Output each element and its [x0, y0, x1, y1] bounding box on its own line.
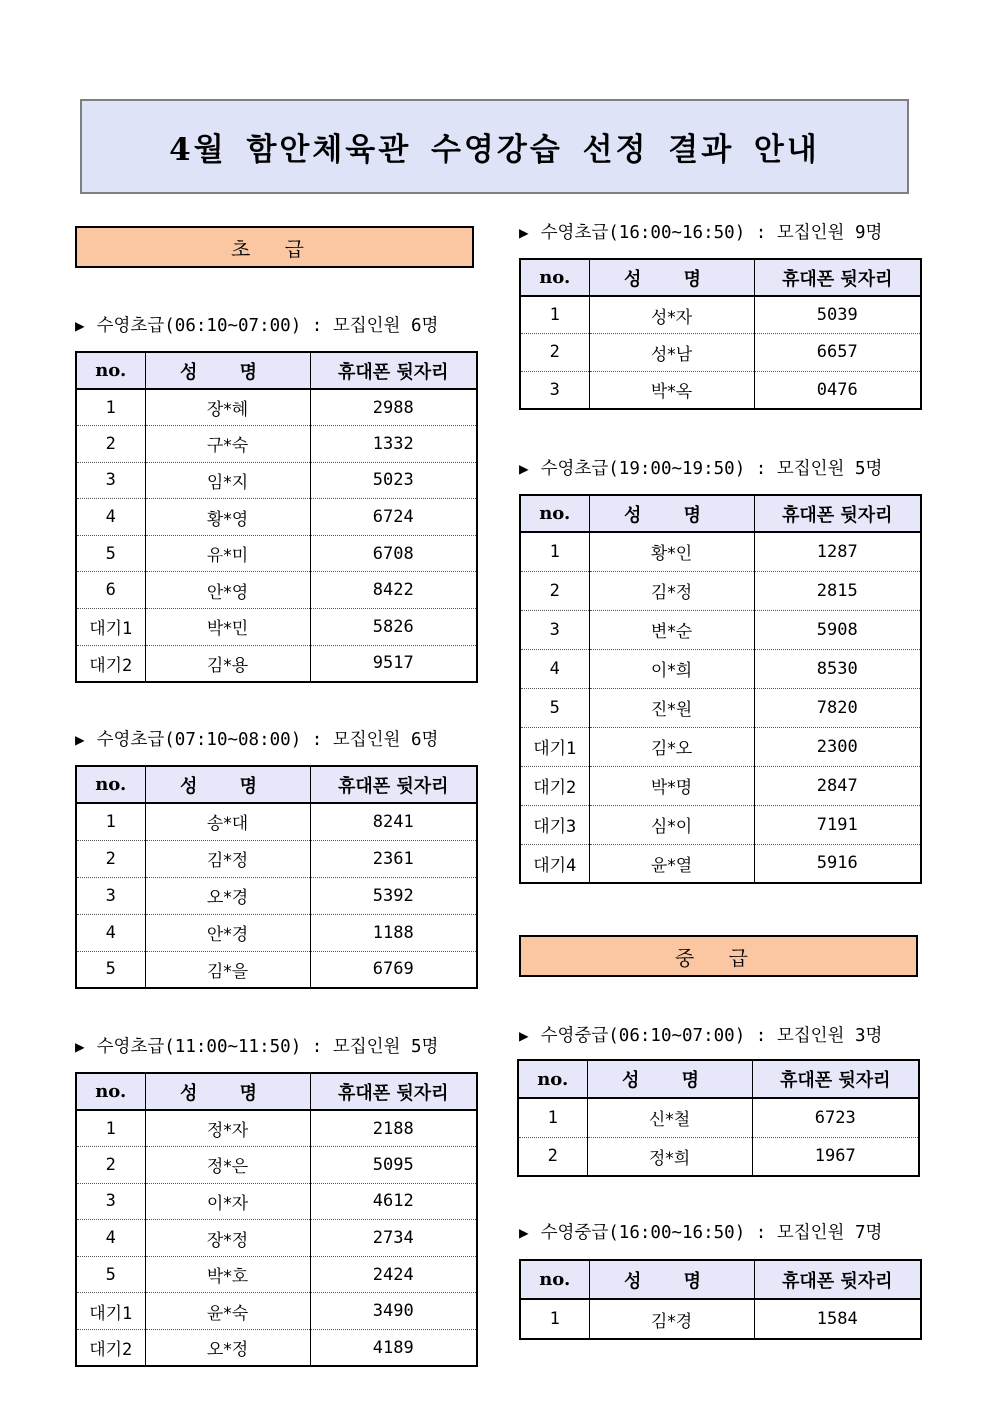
cell-no: 2: [76, 840, 145, 877]
table-row: [76, 645, 477, 682]
cell-no: 1: [520, 296, 589, 334]
cell-name: 김*을: [145, 951, 310, 988]
cell-phone: 6769: [310, 951, 477, 988]
cell-name: 안*영: [145, 572, 310, 609]
cell-phone: 4189: [310, 1330, 477, 1367]
cell-no: 2: [520, 571, 589, 610]
col-header-phone: 휴대폰 뒷자리: [310, 1073, 477, 1110]
cell-name: 안*경: [145, 914, 310, 951]
table-row: [520, 805, 921, 844]
col-header-no: no.: [518, 1060, 587, 1098]
cell-no: 대기4: [520, 844, 589, 883]
cell-no: 대기3: [520, 805, 589, 844]
table-row: [518, 1098, 919, 1137]
col-header-phone: 휴대폰 뒷자리: [752, 1060, 919, 1098]
cell-phone: 2734: [310, 1220, 477, 1257]
level-beginner-banner: [75, 226, 474, 268]
cell-phone: 2847: [754, 766, 921, 805]
arrow-right-icon: ▶: [519, 1026, 529, 1045]
cell-no: 1: [76, 803, 145, 840]
table-row: [76, 877, 477, 914]
cell-phone: 6723: [752, 1098, 919, 1137]
table-row: [520, 1299, 921, 1339]
cell-name: 정*자: [145, 1110, 310, 1147]
table-row: [76, 1110, 477, 1147]
cell-phone: 1967: [752, 1137, 919, 1176]
cell-phone: 9517: [310, 645, 477, 682]
cell-name: 임*지: [145, 462, 310, 499]
cell-name: 윤*숙: [145, 1293, 310, 1330]
table-header-row: [76, 1073, 477, 1110]
cell-no: 1: [520, 1299, 589, 1339]
section-heading-text: 수영초급(11:00~11:50) : 모집인원 5명: [96, 1037, 439, 1057]
col-header-name: 성 명: [145, 766, 310, 803]
cell-no: 3: [520, 610, 589, 649]
cell-no: 4: [520, 649, 589, 688]
section-heading-text: 수영초급(07:10~08:00) : 모집인원 6명: [96, 730, 439, 750]
roster-table: [519, 1259, 922, 1340]
cell-name: 심*이: [589, 805, 754, 844]
table-row: [76, 426, 477, 463]
cell-no: 5: [76, 951, 145, 988]
cell-no: 대기1: [520, 727, 589, 766]
table-row: [76, 951, 477, 988]
table-row: [518, 1137, 919, 1176]
cell-name: 송*대: [145, 803, 310, 840]
cell-name: 장*정: [145, 1220, 310, 1257]
col-header-name: 성 명: [145, 1073, 310, 1110]
cell-phone: 2988: [310, 389, 477, 426]
table-row: [520, 371, 921, 409]
table-header-row: [76, 766, 477, 803]
table-row: [76, 535, 477, 572]
arrow-right-icon: ▶: [75, 316, 85, 335]
cell-no: 대기2: [76, 645, 145, 682]
level-beginner-label: 초 급: [231, 236, 318, 261]
roster-table: [75, 765, 478, 989]
page-title-box: [80, 99, 909, 194]
cell-no: 3: [76, 877, 145, 914]
table-row: [520, 766, 921, 805]
cell-no: 2: [518, 1137, 587, 1176]
cell-phone: 5916: [754, 844, 921, 883]
col-header-phone: 휴대폰 뒷자리: [310, 352, 477, 389]
col-header-name: 성 명: [589, 1260, 754, 1299]
section-heading-text: 수영중급(16:00~16:50) : 모집인원 7명: [540, 1223, 883, 1243]
roster-table: [75, 1072, 478, 1367]
col-header-name: 성 명: [145, 352, 310, 389]
cell-phone: 5023: [310, 462, 477, 499]
cell-no: 6: [76, 572, 145, 609]
cell-phone: 5039: [754, 296, 921, 334]
col-header-name: 성 명: [589, 259, 754, 296]
table-row: [76, 914, 477, 951]
cell-name: 성*남: [589, 334, 754, 372]
cell-name: 구*숙: [145, 426, 310, 463]
cell-phone: 1584: [754, 1299, 921, 1339]
roster-table: [517, 1059, 920, 1177]
cell-no: 2: [76, 1147, 145, 1184]
cell-name: 신*철: [587, 1098, 752, 1137]
cell-no: 대기1: [76, 1293, 145, 1330]
col-header-no: no.: [76, 352, 145, 389]
cell-name: 진*원: [589, 688, 754, 727]
table-row: [76, 462, 477, 499]
col-header-no: no.: [76, 1073, 145, 1110]
col-header-phone: 휴대폰 뒷자리: [310, 766, 477, 803]
table-row: [520, 727, 921, 766]
cell-name: 박*민: [145, 609, 310, 646]
cell-phone: 2361: [310, 840, 477, 877]
cell-name: 황*인: [589, 532, 754, 571]
cell-phone: 8241: [310, 803, 477, 840]
table-row: [76, 840, 477, 877]
cell-name: 박*옥: [589, 371, 754, 409]
section-heading-text: 수영초급(06:10~07:00) : 모집인원 6명: [96, 316, 439, 336]
cell-phone: 1332: [310, 426, 477, 463]
roster-table: [519, 258, 922, 410]
table-header-row: [518, 1060, 919, 1098]
cell-name: 성*자: [589, 296, 754, 334]
cell-no: 2: [76, 426, 145, 463]
table-row: [76, 1220, 477, 1257]
cell-phone: 1188: [310, 914, 477, 951]
col-header-no: no.: [520, 259, 589, 296]
cell-no: 1: [76, 1110, 145, 1147]
col-header-no: no.: [520, 1260, 589, 1299]
table-header-row: [520, 259, 921, 296]
cell-phone: 5826: [310, 609, 477, 646]
table-row: [76, 803, 477, 840]
cell-no: 2: [520, 334, 589, 372]
cell-phone: 2300: [754, 727, 921, 766]
table-row: [520, 688, 921, 727]
section-heading-text: 수영중급(06:10~07:00) : 모집인원 3명: [540, 1026, 883, 1046]
table-header-row: [76, 352, 477, 389]
cell-no: 3: [520, 371, 589, 409]
cell-name: 장*혜: [145, 389, 310, 426]
cell-phone: 5095: [310, 1147, 477, 1184]
cell-phone: 7191: [754, 805, 921, 844]
col-header-phone: 휴대폰 뒷자리: [754, 259, 921, 296]
section-heading: [519, 455, 882, 480]
cell-no: 5: [76, 1256, 145, 1293]
cell-name: 황*영: [145, 499, 310, 536]
arrow-right-icon: ▶: [519, 1223, 529, 1242]
arrow-right-icon: ▶: [75, 1037, 85, 1056]
cell-name: 이*희: [589, 649, 754, 688]
cell-phone: 2188: [310, 1110, 477, 1147]
section-heading: [75, 312, 438, 337]
table-row: [76, 499, 477, 536]
col-header-name: 성 명: [587, 1060, 752, 1098]
cell-name: 김*용: [145, 645, 310, 682]
cell-no: 1: [76, 389, 145, 426]
cell-phone: 7820: [754, 688, 921, 727]
cell-no: 4: [76, 499, 145, 536]
table-row: [520, 571, 921, 610]
section-heading-text: 수영초급(16:00~16:50) : 모집인원 9명: [540, 223, 883, 243]
cell-phone: 5908: [754, 610, 921, 649]
page-title: 4월 함안체육관 수영강습 선정 결과 안내: [169, 132, 820, 168]
cell-no: 3: [76, 462, 145, 499]
level-intermediate-banner: [519, 935, 918, 977]
table-header-row: [520, 1260, 921, 1299]
level-intermediate-label: 중 급: [675, 945, 762, 970]
cell-no: 5: [520, 688, 589, 727]
cell-phone: 2815: [754, 571, 921, 610]
cell-phone: 2424: [310, 1256, 477, 1293]
section-heading: [75, 726, 438, 751]
cell-name: 박*명: [589, 766, 754, 805]
table-row: [520, 296, 921, 334]
table-row: [76, 389, 477, 426]
table-header-row: [520, 495, 921, 532]
cell-name: 김*정: [145, 840, 310, 877]
cell-name: 윤*열: [589, 844, 754, 883]
cell-no: 4: [76, 1220, 145, 1257]
table-row: [76, 1330, 477, 1367]
cell-name: 김*오: [589, 727, 754, 766]
cell-no: 5: [76, 535, 145, 572]
cell-name: 오*정: [145, 1330, 310, 1367]
cell-phone: 1287: [754, 532, 921, 571]
cell-name: 이*자: [145, 1183, 310, 1220]
cell-phone: 8530: [754, 649, 921, 688]
col-header-phone: 휴대폰 뒷자리: [754, 1260, 921, 1299]
table-row: [76, 1293, 477, 1330]
table-row: [76, 1256, 477, 1293]
cell-no: 1: [518, 1098, 587, 1137]
table-row: [520, 334, 921, 372]
col-header-phone: 휴대폰 뒷자리: [754, 495, 921, 532]
cell-no: 3: [76, 1183, 145, 1220]
cell-no: 대기2: [520, 766, 589, 805]
section-heading: [519, 1219, 882, 1244]
cell-name: 유*미: [145, 535, 310, 572]
roster-table: [75, 351, 478, 683]
section-heading: [519, 219, 882, 244]
cell-phone: 8422: [310, 572, 477, 609]
table-row: [76, 609, 477, 646]
table-row: [76, 1147, 477, 1184]
cell-no: 대기1: [76, 609, 145, 646]
cell-phone: 5392: [310, 877, 477, 914]
table-row: [520, 610, 921, 649]
cell-name: 김*경: [589, 1299, 754, 1339]
table-row: [520, 649, 921, 688]
col-header-name: 성 명: [589, 495, 754, 532]
arrow-right-icon: ▶: [519, 459, 529, 478]
cell-no: 4: [76, 914, 145, 951]
cell-name: 변*순: [589, 610, 754, 649]
col-header-no: no.: [520, 495, 589, 532]
roster-table: [519, 494, 922, 884]
cell-phone: 6657: [754, 334, 921, 372]
table-row: [520, 844, 921, 883]
table-row: [76, 1183, 477, 1220]
cell-phone: 4612: [310, 1183, 477, 1220]
section-heading: [75, 1033, 438, 1058]
section-heading: [519, 1022, 882, 1047]
arrow-right-icon: ▶: [75, 730, 85, 749]
cell-phone: 6708: [310, 535, 477, 572]
cell-phone: 6724: [310, 499, 477, 536]
arrow-right-icon: ▶: [519, 223, 529, 242]
cell-phone: 3490: [310, 1293, 477, 1330]
cell-name: 박*호: [145, 1256, 310, 1293]
col-header-no: no.: [76, 766, 145, 803]
table-row: [520, 532, 921, 571]
section-heading-text: 수영초급(19:00~19:50) : 모집인원 5명: [540, 459, 883, 479]
cell-name: 정*은: [145, 1147, 310, 1184]
cell-no: 대기2: [76, 1330, 145, 1367]
table-row: [76, 572, 477, 609]
cell-name: 정*희: [587, 1137, 752, 1176]
cell-name: 김*정: [589, 571, 754, 610]
cell-no: 1: [520, 532, 589, 571]
cell-phone: 0476: [754, 371, 921, 409]
cell-name: 오*경: [145, 877, 310, 914]
